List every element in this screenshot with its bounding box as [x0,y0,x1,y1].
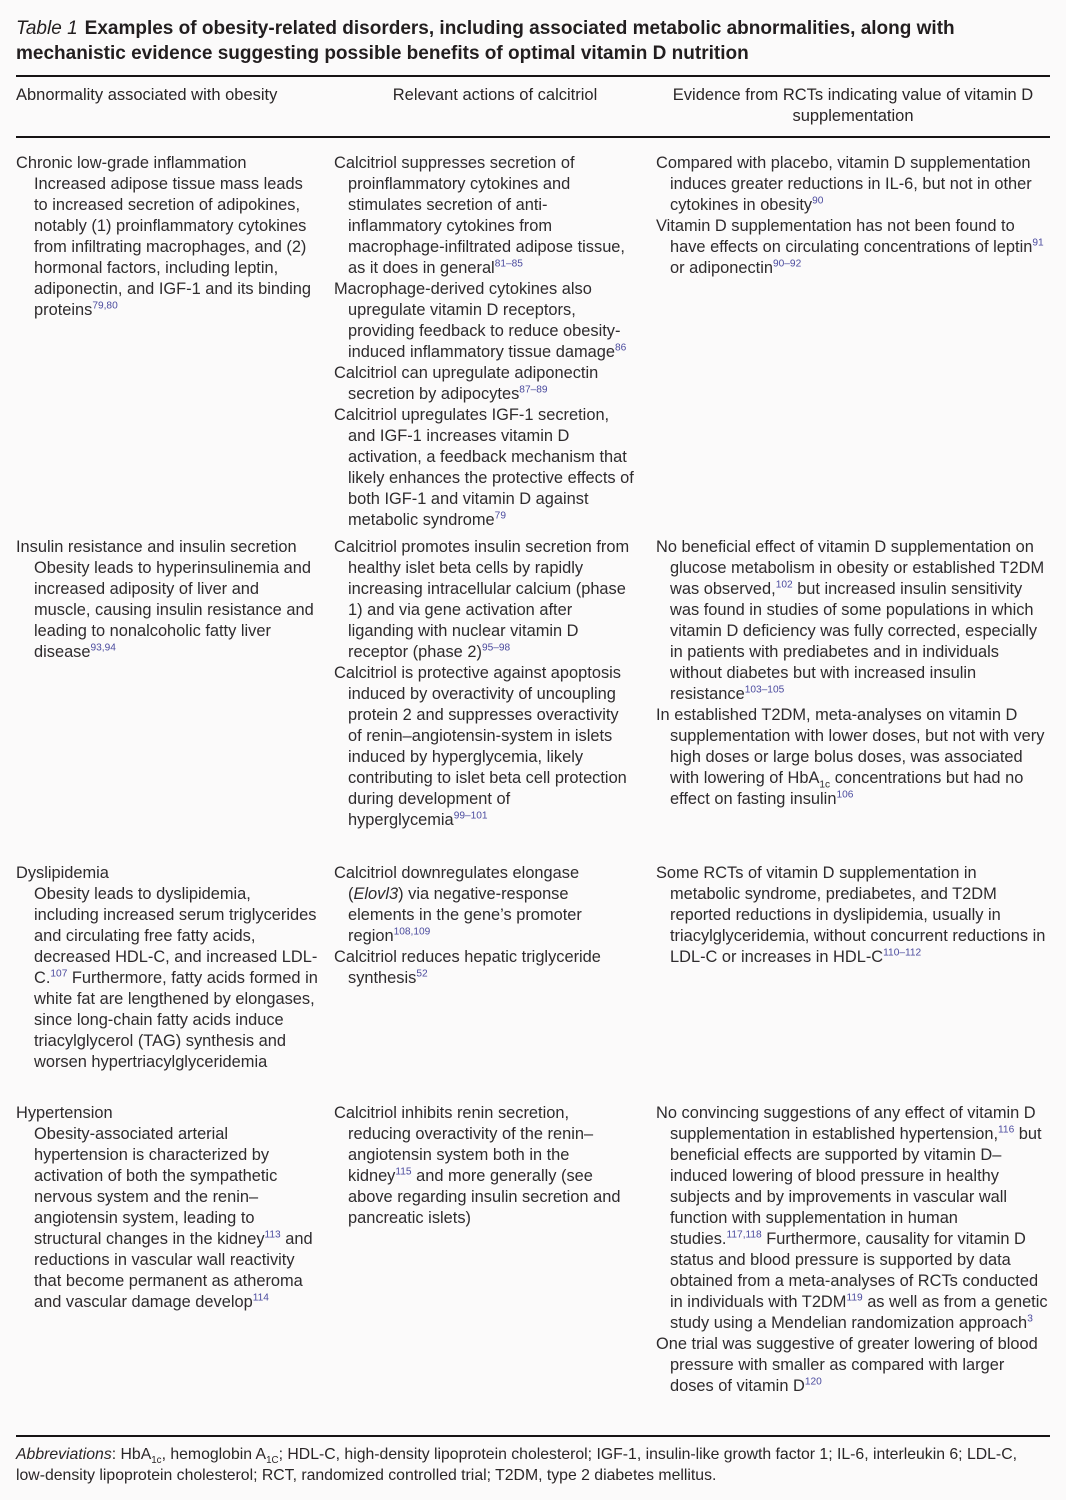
paragraph: One trial was suggestive of greater lowering of blood pressure with smaller as compared with larger doses of vitamin $D^{120}$ [656,1335,1038,1395]
paragraph: Calcitriol downregulates elongase (Elovl3) via negative-response elements in the gene’s promoter region$^{108,109}$ [334,864,582,945]
paragraph: Obesity leads to dyslipidemia, including increased serum triglycerides and circulating free fatty acids, decreased HDL-C, and increased LDL-C.$^{107}$ Furthermore, fatty acids formed in white fat are lengthened by elongases, since long-chain fatty acids induce triacylglycerol (TAG) synthesis and worsen hypertriacylglyceridemia [34,885,318,1071]
paragraph: No beneficial effect of vitamin D supplementation on glucose metabolism in obesity or established T2DM was observed,$^{102}$ but increased insulin sensitivity was found in studies of some populations in which vitamin D deficiency was fully corrected, especially in patients with prediabetes and in individuals without diabetes but with increased insulin resistance$^{103-105}$ [656,538,1045,703]
paragraph: Macrophage-derived cytokines also upregulate vitamin D receptors, providing feedback to reduce obesity-induced inflammatory tissue damage$^{86}$ [334,280,627,361]
paragraph: Calcitriol can upregulate adiponectin secretion by adipocytes$^{87-89}$ [334,364,599,403]
section-heading: Dyslipidemia [16,864,109,882]
paragraph: Calcitriol suppresses secretion of proinflammatory cytokines and stimulates secretion of anti-inflammatory cytokines from macrophage-infiltrated adipose tissue, as it does in general$^{81-85}$ [334,154,625,277]
column-header-actions: Relevant actions of calcitriol [392,86,598,104]
section-heading: Hypertension [16,1104,113,1122]
table-footer [16,1437,1050,1500]
abnormality-cell [16,537,334,663]
evidence-cell [656,863,1050,968]
evidence-cell [656,1103,1050,1397]
paragraph: Compared with placebo, vitamin D supplementation induces greater reductions in IL-6, but not in other cytokines in obesity$^{90}$ [656,154,1032,214]
caption-text: Examples of obesity-related disorders, including associated metabolic abnormalities, along with mechanistic evidence suggesting possible benefits of optimal vitamin D nutrition [16,18,955,64]
table-section [16,1103,1050,1435]
paragraph: Obesity-associated arterial hypertension is characterized by activation of both the sympathetic nervous system and the renin–angiotensin system, leading to structural changes in the kidney$^{113}$ and reductions in vascular wall reactivity that become permanent as atheroma and vascular damage develop$^{114}$ [34,1125,313,1311]
actions-cell [334,1103,656,1229]
abnormality-cell [16,153,334,321]
abnormality-cell [16,863,334,1073]
table-section [16,863,1050,1103]
actions-cell [334,537,656,831]
section-heading: Chronic low-grade inflammation [16,154,247,172]
actions-cell [334,863,656,989]
paragraph: Calcitriol upregulates IGF-1 secretion, and IGF-1 increases vitamin D activation, a feedback mechanism that likely enhances the protective effects of both IGF-1 and vitamin D against metabolic syndrome$^{79}$ [334,406,634,529]
paragraph: Calcitriol inhibits renin secretion, reducing overactivity of the renin–angiotensin system both in the kidney$^{115}$ and more generally (see above regarding insulin secretion and pancreatic islets) [334,1104,621,1227]
paragraph: In established T2DM, meta-analyses on vitamin D supplementation with lower doses, but not with very high doses or large bolus doses, was associated with lowering of HbA$_{1c}$ concentrations but had no effect on fasting insulin$^{106}$ [656,706,1045,808]
paragraph: Calcitriol is protective against apoptosis induced by overactivity of uncoupling protein 2 and suppresses overactivity of renin–angiotensin-system in islets induced by hyperglycemia, likely contributing to islet beta cell protection during development of hyperglycemia$^{99-101}$ [334,664,627,829]
column-header-abnormality: Abnormality associated with obesity [16,86,278,104]
paragraph: Calcitriol promotes insulin secretion from healthy islet beta cells by rapidly increasing intracellular calcium (phase 1) and via gene activation after liganding with nuclear vitamin D receptor (phase 2)$^{95-98}$ [334,538,630,661]
table-caption [16,0,1050,75]
column-header-row [16,77,1050,136]
paragraph: Calcitriol reduces hepatic triglyceride synthesis$^{52}$ [334,948,601,987]
abnormality-cell [16,1103,334,1313]
evidence-cell [656,153,1050,279]
caption-label: Table 1 [16,18,78,39]
evidence-cell [656,537,1050,810]
paragraph: Vitamin D supplementation has not been found to have effects on circulating concentrations of leptin$^{91}$ or adiponectin$^{90-92}$ [656,217,1044,277]
paragraph: No convincing suggestions of any effect of vitamin D supplementation in established hypertension,$^{116}$ but beneficial effects are supported by vitamin D–induced lowering of blood pressure in healthy subjects and by improvements in vascular wall function with supplementation in human studies.$^{117,118}$ Furthermore, causality for vitamin D status and blood pressure is supported by data obtained from a meta-analyses of RCTs conducted in individuals with T2DM$^{119}$ as well as from a genetic study using a Mendelian randomization approach$^3$ [656,1104,1048,1332]
section-heading: Insulin resistance and insulin secretion [16,538,297,556]
paragraph: Increased adipose tissue mass leads to increased secretion of adipokines, notably (1) proinflammatory cytokines from infiltrating macrophages, and (2) hormonal factors, including leptin, adiponectin, and IGF-1 and its binding proteins$^{79,80}$ [34,175,312,319]
paragraph: Some RCTs of vitamin D supplementation in metabolic syndrome, prediabetes, and T2DM reported reductions in dyslipidemia, usually in triacylglyceridemia, without concurrent reductions in LDL-C or increases in HDL-$C^{110-112}$ [656,864,1046,966]
paragraph: Obesity leads to hyperinsulinemia and increased adiposity of liver and muscle, causing insulin resistance and leading to nonalcoholic fatty liver disease$^{93,94}$ [34,559,314,661]
actions-cell [334,153,656,531]
table-body [16,138,1050,1435]
column-header-evidence: Evidence from RCTs indicating value of vitamin D supplementation [672,86,1034,125]
table-section [16,537,1050,863]
table-section [16,153,1050,537]
abbreviations-note: Abbreviations: HbA$_{1c}$, hemoglobin $A_{1C}$; HDL-C, high-density lipoprotein cholesterol; IGF-1, insulin-like growth factor 1; IL-6, interleukin 6; LDL-C, low-density lipoprotein cholesterol; RCT, randomized controlled trial; T2DM, type 2 diabetes mellitus. [16,1446,1017,1484]
